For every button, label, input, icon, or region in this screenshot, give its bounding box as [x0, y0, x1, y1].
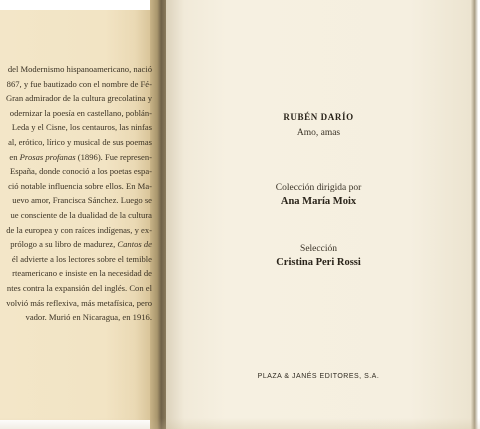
bottom-shadow: [0, 418, 480, 429]
selection-editor: Cristina Peri Rossi: [276, 257, 361, 268]
text-line: del Modernismo hispanoamericano, nació: [7, 64, 152, 74]
right-page: [166, 0, 471, 429]
text-line: uevo amor, Francisca Sánchez. Luego se: [12, 195, 152, 206]
text-line: Gran admirador de la cultura grecolatina y: [5, 93, 152, 104]
text-line: vador. Murió en Nicaragua, en 1916.: [25, 312, 152, 323]
text-line: España, donde conoció a los poetas espa-: [10, 166, 152, 177]
text-line: él advierte a los lectores sobre el temible: [11, 253, 152, 264]
book-title: Amo, amas: [296, 128, 341, 138]
selection-label: Selección: [300, 244, 337, 254]
text-line: de la europea y con raíces indígenas, y ex-: [6, 224, 152, 235]
page-edge: [471, 0, 480, 429]
text-line: ntes contra la expansión del inglés. Con el: [6, 282, 152, 293]
publisher-imprint: PLAZA & JANÉS EDITORES, S.A.: [257, 373, 380, 380]
text-line: en Prosas profanas (1896). Fue represen-: [9, 151, 152, 162]
collection-label: Colección dirigida por: [275, 183, 362, 193]
author-name: RUBÉN DARÍO: [283, 112, 354, 122]
text-line: ció notable influencia sobre ellos. En Ma-: [8, 180, 152, 191]
collection-director: Ana María Moix: [280, 196, 357, 207]
text-line: 867, y fue bautizado con el nombre de Fé-: [6, 78, 152, 89]
text-line: Leda y el Cisne, los centauros, las ninfas: [11, 122, 152, 133]
left-page-biography: [0, 62, 154, 325]
text-line: volvió más reflexiva, más metafísica, pero: [6, 297, 152, 308]
text-line: ue consciente de la dualidad de la cultura: [10, 209, 152, 220]
text-line: al, erótico, lírico y musical de sus poemas: [8, 136, 152, 147]
text-line: rteamericano e insiste en la necesidad de: [12, 268, 152, 279]
text-line: prólogo a su libro de madurez, Cantos de: [10, 239, 152, 250]
text-line: odernizar la poesía en castellano, poblán-: [9, 107, 152, 118]
